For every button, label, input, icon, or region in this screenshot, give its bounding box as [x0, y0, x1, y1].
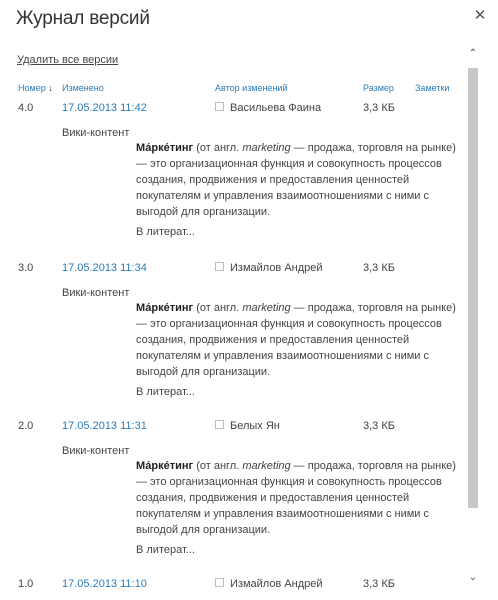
field-value	[136, 458, 464, 538]
text-italic: marketing	[242, 142, 291, 154]
field-value-continued: В литерат...	[136, 226, 195, 238]
author-name: Измайлов Андрей	[230, 262, 323, 274]
author-name: Васильева Фаина	[230, 102, 322, 114]
version-date-link[interactable]: 17.05.2013 11:31	[62, 420, 147, 432]
field-value-continued: В литерат...	[136, 544, 195, 556]
presence-icon	[215, 578, 224, 587]
text-part-b: — продажа, торговля на рынке) — это организационная функция и совокупность процессов создания, продвижения и предоставления ценностей покупателям и управления взаимоотношениями с ними с выгодой для организации.	[136, 460, 456, 536]
version-number: 3.0	[18, 262, 34, 274]
presence-icon	[215, 420, 224, 429]
text-italic: marketing	[242, 302, 291, 314]
version-date-link[interactable]: 17.05.2013 11:34	[62, 262, 147, 274]
version-author	[215, 420, 280, 432]
author-name: Измайлов Андрей	[230, 578, 323, 590]
version-date-link[interactable]: 17.05.2013 11:42	[62, 102, 147, 114]
version-history-content	[0, 40, 468, 600]
sort-descending-icon: ↓	[48, 83, 53, 93]
field-name: Вики-контент	[62, 445, 130, 457]
dialog-title: Журнал версий	[16, 8, 150, 29]
text-part-a: (от англ.	[193, 142, 243, 154]
field-value	[136, 140, 464, 220]
text-part-a: (от англ.	[193, 302, 243, 314]
version-number: 2.0	[18, 420, 34, 432]
presence-icon	[215, 262, 224, 271]
text-bold: Ма́рке́тинг	[136, 142, 194, 154]
version-number: 1.0	[18, 578, 34, 590]
text-bold: Ма́рке́тинг	[136, 302, 194, 314]
field-name: Вики-контент	[62, 287, 130, 299]
version-author	[215, 262, 323, 274]
text-bold: Ма́рке́тинг	[136, 460, 194, 472]
field-value-continued: В литерат...	[136, 386, 195, 398]
version-author	[215, 578, 323, 590]
column-header-modified[interactable]: Изменено	[62, 83, 104, 93]
field-name: Вики-контент	[62, 127, 130, 139]
text-part-a: (от англ.	[193, 460, 243, 472]
column-header-size[interactable]: Размер	[363, 83, 394, 93]
scroll-up-icon[interactable]: ⌃	[468, 48, 478, 59]
scrollbar-thumb[interactable]	[468, 68, 478, 508]
text-part-b: — продажа, торговля на рынке) — это организационная функция и совокупность процессов создания, продвижения и предоставления ценностей покупателям и управления взаимоотношениями с ними с выгодой для организации.	[136, 142, 456, 218]
text-italic: marketing	[242, 460, 291, 472]
version-author	[215, 102, 321, 114]
vertical-scrollbar[interactable]	[465, 46, 481, 586]
version-size: 3,3 КБ	[363, 262, 395, 274]
version-date-link[interactable]: 17.05.2013 11:10	[62, 578, 147, 590]
version-size: 3,3 КБ	[363, 578, 395, 590]
scroll-down-icon[interactable]: ⌄	[468, 572, 478, 583]
version-size: 3,3 КБ	[363, 420, 395, 432]
presence-icon	[215, 102, 224, 111]
column-header-number-label: Номер	[18, 83, 46, 93]
text-part-b: — продажа, торговля на рынке) — это организационная функция и совокупность процессов создания, продвижения и предоставления ценностей покупателям и управления взаимоотношениями с ними с выгодой для организации.	[136, 302, 456, 378]
column-header-author[interactable]: Автор изменений	[215, 83, 288, 93]
close-icon[interactable]: ✕	[473, 7, 487, 24]
author-name: Белых Ян	[230, 420, 280, 432]
column-header-notes[interactable]: Заметки	[415, 83, 450, 93]
version-size: 3,3 КБ	[363, 102, 395, 114]
version-number: 4.0	[18, 102, 34, 114]
delete-all-versions-link[interactable]: Удалить все версии	[17, 54, 119, 66]
field-value	[136, 300, 464, 380]
column-header-number[interactable]	[18, 83, 53, 93]
